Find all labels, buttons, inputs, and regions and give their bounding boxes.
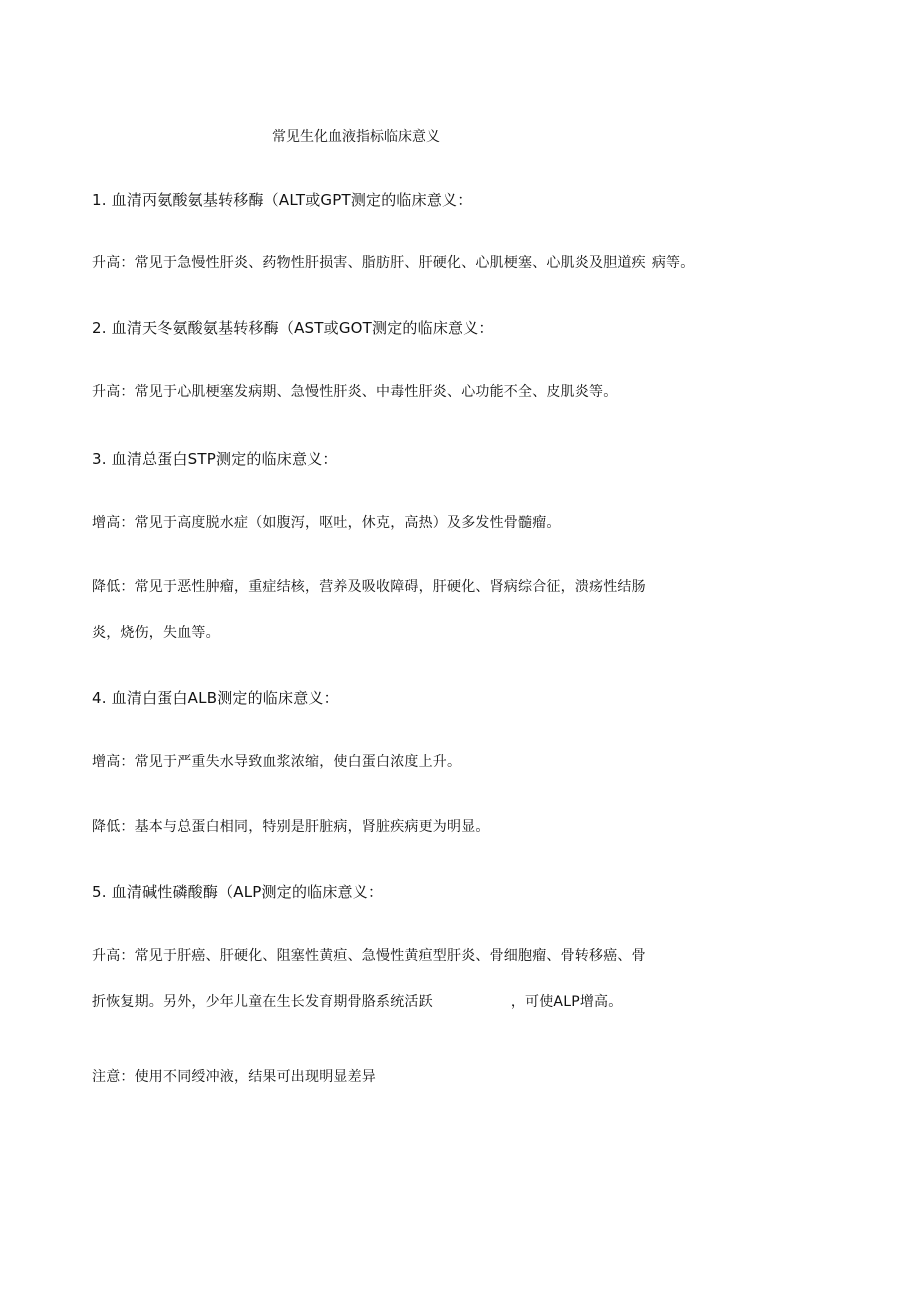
section-2-line-1: 升高：常见于心肌梗塞发病期、急慢性肝炎、中毒性肝炎、心功能不全、皮肌炎等。 xyxy=(92,384,618,400)
page-title: 常见生化血液指标临床意义 xyxy=(272,129,440,145)
section-1-heading: 1. 血清丙氨酸氨基转移酶（ALT或GPT测定的临床意义： xyxy=(92,191,473,209)
section-1-line-1 xyxy=(92,253,694,273)
section-5-line-2-part-b: ，可使ALP增高。 xyxy=(510,994,623,1010)
section-3-heading: 3. 血清总蛋白STP测定的临床意义： xyxy=(92,450,338,468)
section-5-line-2 xyxy=(92,992,622,1012)
section-5-line-1: 升高：常见于肝癌、肝硬化、阻塞性黄疸、急慢性黄疸型肝炎、骨细胞瘤、骨转移癌、骨 xyxy=(92,948,646,964)
section-4-line-1: 增高：常见于严重失水导致血浆浓缩，使白蛋白浓度上升。 xyxy=(92,754,462,770)
section-2-heading: 2. 血清天冬氨酸氨基转移酶（AST或GOT测定的临床意义： xyxy=(92,319,494,337)
section-4-line-2: 降低：基本与总蛋白相同，特别是肝脏病，肾脏疾病更为明显。 xyxy=(92,819,490,835)
section-5-line-2-part-a: 折恢复期。另外，少年儿童在生长发育期骨胳系统活跃 xyxy=(92,994,433,1010)
section-4-heading: 4. 血清白蛋白ALB测定的临床意义： xyxy=(92,689,339,707)
section-3-line-3: 炎，烧伤，失血等。 xyxy=(92,625,220,641)
section-1-line-1-part-b: 病等。 xyxy=(651,255,695,271)
section-1-line-1-part-a: 升高：常见于急慢性肝炎、药物性肝损害、脂肪肝、肝硬化、心肌梗塞、心肌炎及胆道疾 xyxy=(92,255,646,271)
section-5-heading: 5. 血清碱性磷酸酶（ALP测定的临床意义： xyxy=(92,883,384,901)
note-text: 注意：使用不同绶冲液，结果可出现明显差异 xyxy=(92,1069,376,1085)
section-3-line-2: 降低：常见于恶性肿瘤，重症结核，营养及吸收障碍，肝硬化、肾病综合征，溃疡性结肠 xyxy=(92,579,646,595)
section-3-line-1: 增高：常见于高度脱水症（如腹泻，呕吐，休克，高热）及多发性骨髓瘤。 xyxy=(92,515,561,531)
